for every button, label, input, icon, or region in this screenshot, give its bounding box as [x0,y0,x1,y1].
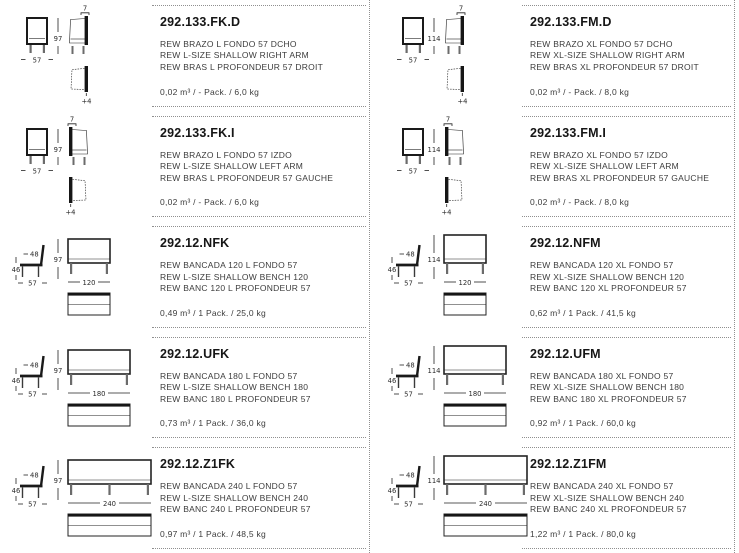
pack-info: 0,02 m³ / - Pack. / 8,0 kg [530,197,630,208]
product-info [522,226,731,328]
product-code: 292.12.UFM [530,346,601,361]
product-desc-es: REW BRAZO L FONDO 57 DCHO [160,39,297,49]
drawing-area [370,111,522,222]
product-code: 292.133.FK.I [160,125,235,140]
drawing-area [0,111,152,222]
product-row [0,0,369,111]
product-desc-en: REW L-SIZE SHALLOW LEFT ARM [160,161,304,172]
product-desc-es: REW BANCADA 120 L FONDO 57 [160,260,298,271]
dim-height-label: 97 [53,145,63,154]
dim-arm-label: 7 [82,4,88,13]
dim-width-label: 240 [103,500,116,509]
product-code: 292.12.NFM [530,236,601,251]
dim-seat-depth-label: 48 [406,361,415,370]
product-desc-fr: REW BANC 180 XL PROFONDEUR 57 [530,393,687,404]
dim-depth-label: 57 [32,167,42,176]
dim-width-label: 120 [82,278,96,287]
product-info [152,447,366,549]
product-desc-en: REW XL-SIZE SHALLOW BENCH 120 [530,271,685,282]
drawing-area [370,221,522,332]
dim-height-label: 97 [53,34,63,43]
dim-depth-label: 57 [32,56,42,65]
drawing-area [370,0,522,111]
product-row [370,332,734,443]
technical-drawing-bench-240 [382,444,532,549]
product-code: 292.12.Z1FK [160,457,236,472]
dim-depth-label: 57 [28,279,37,288]
product-desc-es: REW BRAZO L FONDO 57 IZDO [160,149,293,160]
product-desc-fr: REW BANC 180 L PROFONDEUR 57 [160,393,311,404]
product-info [522,337,731,439]
dim-width-label: 240 [479,500,492,509]
product-desc-en: REW L-SIZE SHALLOW BENCH 120 [160,271,309,282]
technical-drawing-bench-180 [382,334,532,439]
product-desc-es: REW BRAZO XL FONDO 57 DCHO [530,39,673,49]
dim-height-label: 97 [53,477,63,486]
product-desc-fr: REW BRAS L PROFONDEUR 57 DROIT [160,61,324,72]
product-code: 292.12.Z1FM [530,457,607,472]
product-desc-fr: REW BANC 120 L PROFONDEUR 57 [160,283,311,294]
product-desc-es: REW BANCADA 120 XL FONDO 57 [530,260,674,271]
product-desc-en: REW XL-SIZE SHALLOW RIGHT ARM [530,50,685,61]
pack-info: 0,92 m³ / 1 Pack. / 60,0 kg [530,418,636,429]
product-code: 292.133.FM.D [530,15,612,29]
dim-width-label: 180 [92,389,106,398]
dim-seat-height-label: 46 [11,376,21,385]
dim-seat-height-label: 46 [11,266,21,275]
dim-width-label: 180 [468,389,482,398]
dim-offset-label: +4 [65,208,76,217]
product-row [370,111,734,222]
technical-drawing-arm-left [382,113,532,218]
product-desc-fr: REW BANC 120 XL PROFONDEUR 57 [530,283,687,294]
dim-seat-height-label: 46 [387,487,397,496]
product-desc-en: REW L-SIZE SHALLOW BENCH 240 [160,492,309,503]
dim-seat-depth-label: 48 [30,250,39,259]
dim-seat-depth-label: 48 [30,471,39,480]
dim-seat-depth-label: 48 [30,361,39,370]
pack-info: 0,97 m³ / 1 Pack. / 48,5 kg [160,528,266,539]
product-row [0,442,369,553]
pack-info: 0,62 m³ / 1 Pack. / 41,5 kg [530,307,636,318]
product-code: 292.12.NFK [160,236,230,251]
dim-height-label: 97 [53,255,63,264]
dim-arm-label: 7 [69,115,75,124]
dim-height-label: 114 [427,145,441,154]
product-row [370,0,734,111]
dim-height-label: 114 [427,477,441,486]
drawing-area [0,221,152,332]
dim-height-label: 114 [427,366,441,375]
technical-drawing-bench-120 [6,223,156,328]
dim-offset-label: +4 [457,97,468,106]
product-info [522,116,731,218]
product-desc-es: REW BANCADA 240 L FONDO 57 [160,481,298,492]
dim-depth-label: 57 [28,390,37,399]
product-info [522,447,731,549]
pack-info: 0,02 m³ / - Pack. / 8,0 kg [530,86,630,97]
pack-info: 0,02 m³ / - Pack. / 6,0 kg [160,86,260,97]
drawing-area [370,442,522,553]
pack-info: 1,22 m³ / 1 Pack. / 80,0 kg [530,528,636,539]
product-desc-fr: REW BRAS L PROFONDEUR 57 GAUCHE [160,172,334,183]
dim-depth-label: 57 [404,500,413,509]
product-desc-en: REW XL-SIZE SHALLOW BENCH 180 [530,382,685,393]
dim-offset-label: +4 [441,208,452,217]
pack-info: 0,02 m³ / - Pack. / 6,0 kg [160,197,260,208]
drawing-area [370,332,522,443]
product-desc-es: REW BANCADA 240 XL FONDO 57 [530,481,674,492]
technical-drawing-arm-left [6,113,156,218]
drawing-area [0,0,152,111]
dim-seat-depth-label: 48 [406,250,415,259]
product-desc-fr: REW BRAS XL PROFONDEUR 57 DROIT [530,61,699,72]
dim-depth-label: 57 [28,500,37,509]
product-desc-fr: REW BANC 240 XL PROFONDEUR 57 [530,504,687,515]
product-row [0,111,369,222]
dim-depth-label: 57 [408,167,418,176]
dim-seat-height-label: 46 [387,376,397,385]
product-code: 292.133.FM.I [530,125,607,140]
product-info [152,116,366,218]
product-desc-fr: REW BANC 240 L PROFONDEUR 57 [160,504,311,515]
product-desc-en: REW L-SIZE SHALLOW BENCH 180 [160,382,309,393]
product-desc-en: REW L-SIZE SHALLOW RIGHT ARM [160,50,310,61]
dim-seat-height-label: 46 [11,487,21,496]
dim-height-label: 97 [53,366,63,375]
technical-drawing-bench-240 [6,444,156,549]
product-code: 292.12.UFK [160,346,230,361]
product-row [0,332,369,443]
product-row [370,221,734,332]
product-info [152,226,366,328]
drawing-area [0,442,152,553]
dim-height-label: 114 [427,34,441,43]
drawing-area [0,332,152,443]
product-desc-en: REW XL-SIZE SHALLOW BENCH 240 [530,492,685,503]
technical-drawing-arm-right [382,2,532,107]
technical-drawing-bench-120 [382,223,532,328]
dim-arm-label: 7 [458,4,464,13]
dim-depth-label: 57 [404,279,413,288]
product-desc-fr: REW BRAS XL PROFONDEUR 57 GAUCHE [530,172,710,183]
pack-info: 0,73 m³ / 1 Pack. / 36,0 kg [160,418,266,429]
dim-offset-label: +4 [81,97,92,106]
product-desc-es: REW BANCADA 180 L FONDO 57 [160,370,298,381]
dim-depth-label: 57 [408,56,418,65]
column-l-size [0,0,369,553]
dim-seat-height-label: 46 [387,266,397,275]
product-row [370,442,734,553]
dim-arm-label: 7 [445,115,451,124]
dim-depth-label: 57 [404,390,413,399]
product-info [522,5,731,107]
technical-drawing-bench-180 [6,334,156,439]
dim-width-label: 120 [458,278,472,287]
dim-height-label: 114 [427,255,441,264]
product-row [0,221,369,332]
pack-info: 0,49 m³ / 1 Pack. / 25,0 kg [160,307,266,318]
technical-drawing-arm-right [6,2,156,107]
product-info [152,337,366,439]
product-info [152,5,366,107]
product-code: 292.133.FK.D [160,15,241,29]
dim-seat-depth-label: 48 [406,471,415,480]
product-desc-es: REW BRAZO XL FONDO 57 IZDO [530,149,668,160]
column-xl-size [369,0,735,553]
product-desc-en: REW XL-SIZE SHALLOW LEFT ARM [530,161,680,172]
product-desc-es: REW BANCADA 180 XL FONDO 57 [530,370,674,381]
